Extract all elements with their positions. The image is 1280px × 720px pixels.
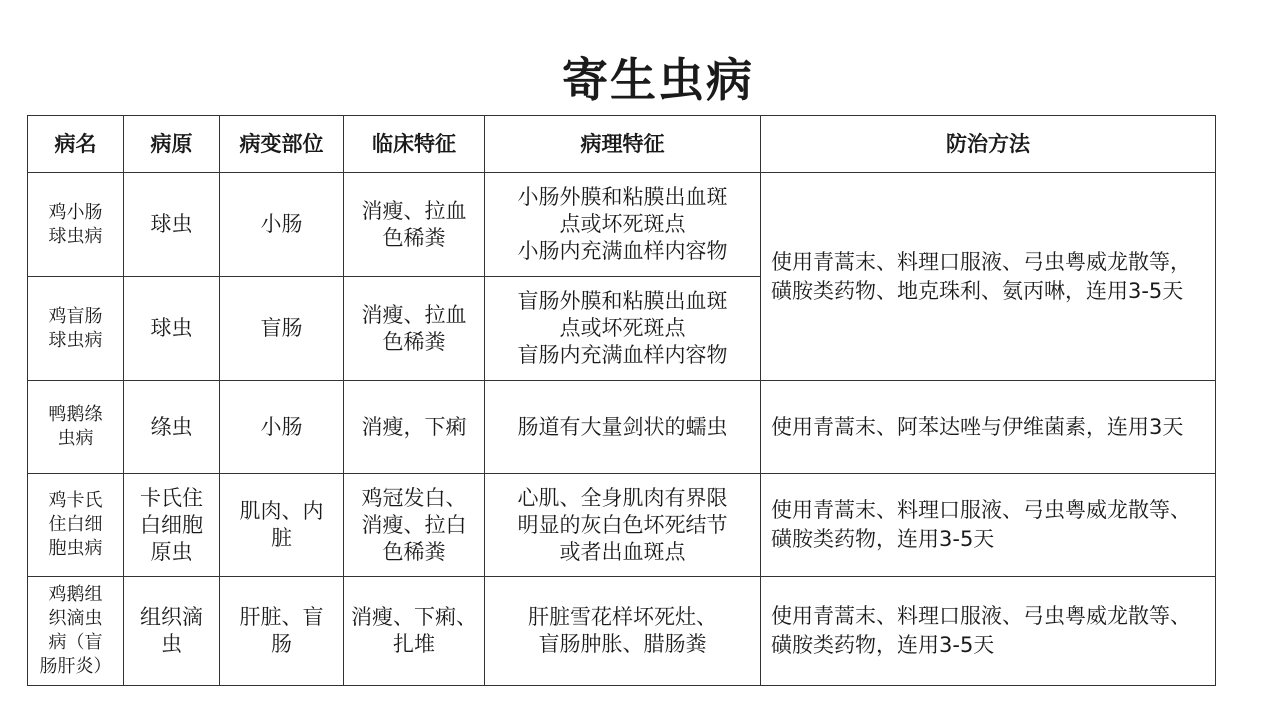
pathogen-cell: 绦虫 (124, 381, 220, 474)
disease-table (27, 115, 1216, 686)
pathology-cell: 盲肠外膜和粘膜出血斑 点或坏死斑点 盲肠内充满血样内容物 (485, 277, 761, 381)
lesion-site-cell: 小肠 (220, 173, 344, 277)
prevention-cell: 使用青蒿末、料理口服液、弓虫粤威龙散等，磺胺类药物、地克珠利、氨丙啉，连用3-5天 (761, 173, 1216, 381)
disease-name-cell: 鸡鹅组 织滴虫 病（盲 肠肝炎） (28, 577, 124, 686)
disease-name-cell: 鸡小肠 球虫病 (28, 173, 124, 277)
disease-name-cell: 鸡盲肠 球虫病 (28, 277, 124, 381)
prevention-cell: 使用青蒿末、阿苯达唑与伊维菌素，连用3天 (761, 381, 1216, 474)
header-pathology: 病理特征 (485, 116, 761, 173)
header-lesion-site: 病变部位 (220, 116, 344, 173)
lesion-site-cell: 小肠 (220, 381, 344, 474)
disease-name-cell: 鸭鹅绦 虫病 (28, 381, 124, 474)
header-prevention: 防治方法 (761, 116, 1216, 173)
prevention-cell: 使用青蒿末、料理口服液、弓虫粤威龙散等、磺胺类药物，连用3-5天 (761, 577, 1216, 686)
header-clinical-signs: 临床特征 (344, 116, 485, 173)
clinical-signs-cell: 消瘦、拉血 色稀粪 (344, 277, 485, 381)
pathology-cell: 小肠外膜和粘膜出血斑 点或坏死斑点 小肠内充满血样内容物 (485, 173, 761, 277)
disease-name-cell: 鸡卡氏 住白细 胞虫病 (28, 474, 124, 577)
clinical-signs-cell: 消瘦，下痢 (344, 381, 485, 474)
pathogen-cell: 球虫 (124, 173, 220, 277)
table-row (28, 577, 1216, 686)
table-header-row (28, 116, 1216, 173)
clinical-signs-cell: 鸡冠发白、 消瘦、拉白 色稀粪 (344, 474, 485, 577)
pathology-cell: 肝脏雪花样坏死灶、 盲肠肿胀、腊肠粪 (485, 577, 761, 686)
pathogen-cell: 球虫 (124, 277, 220, 381)
pathogen-cell: 卡氏住 白细胞 原虫 (124, 474, 220, 577)
pathogen-cell: 组织滴 虫 (124, 577, 220, 686)
clinical-signs-cell: 消瘦、下痢、 扎堆 (344, 577, 485, 686)
table-row (28, 474, 1216, 577)
prevention-cell: 使用青蒿末、料理口服液、弓虫粤威龙散等、磺胺类药物，连用3-5天 (761, 474, 1216, 577)
table-row (28, 381, 1216, 474)
table-row (28, 173, 1216, 277)
header-pathogen: 病原 (124, 116, 220, 173)
pathology-cell: 肠道有大量剑状的蠕虫 (485, 381, 761, 474)
lesion-site-cell: 肌肉、内 脏 (220, 474, 344, 577)
pathology-cell: 心肌、全身肌肉有界限 明显的灰白色坏死结节 或者出血斑点 (485, 474, 761, 577)
header-disease-name: 病名 (28, 116, 124, 173)
lesion-site-cell: 肝脏、盲 肠 (220, 577, 344, 686)
page-title: 寄生虫病 (562, 53, 754, 107)
clinical-signs-cell: 消瘦、拉血 色稀粪 (344, 173, 485, 277)
lesion-site-cell: 盲肠 (220, 277, 344, 381)
